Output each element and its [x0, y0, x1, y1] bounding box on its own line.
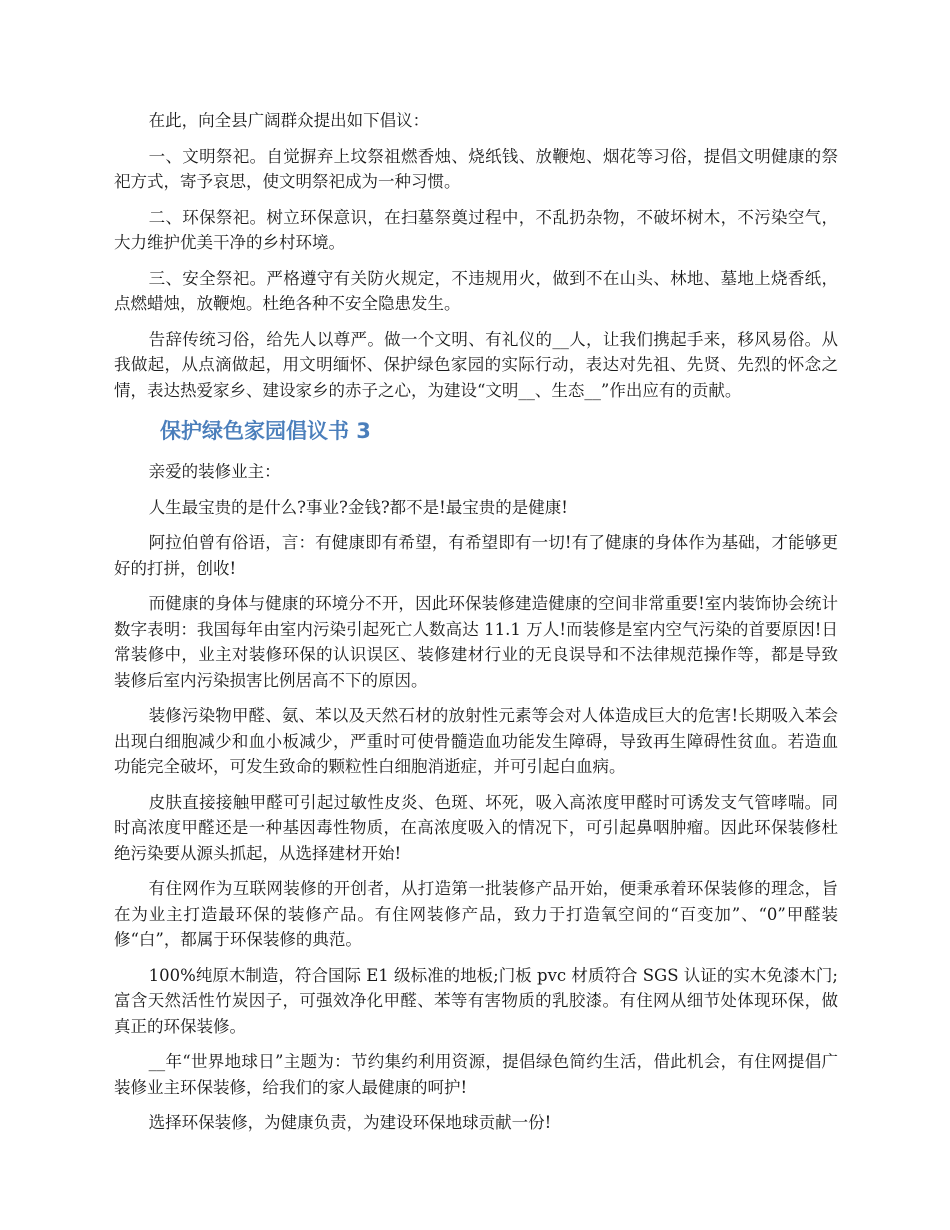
paragraph-indoor-pollution: 而健康的身体与健康的环境分不开，因此环保装修建造健康的空间非常重要!室内装饰协会统计数字表明：我国每年由室内污染引起死亡人数高达 11.1 万人!而装修是室内空气污染的首要原因!日常装修中，业主对装修环保的认识误区、装修建材行业的无良误导和不法律规范操作等，都是导致装修后室内污染损害比例居高不下的原因。: [114, 594, 838, 690]
paragraph-formaldehyde-effects: 皮肤直接接触甲醛可引起过敏性皮炎、色斑、坏死，吸入高浓度甲醛时可诱发支气管哮喘。同时高浓度甲醛还是一种基因毒性物质，在高浓度吸入的情况下，可引起鼻咽肿瘤。因此环保装修杜绝污染要从源头抓起，从选择建材开始!: [114, 792, 838, 863]
paragraph-earth-day: __年“世界地球日”主题为：节约集约利用资源，提倡绿色简约生活，借此机会，有住网提倡广装修业主环保装修，给我们的家人最健康的呵护!: [114, 1052, 838, 1097]
paragraph-youzhu-intro: 有住网作为互联网装修的开创者，从打造第一批装修产品开始，便秉承着环保装修的理念，旨在为业主打造最环保的装修产品。有住网装修产品，致力于打造氧空间的“百变加”、“0”甲醛装修“白”，都属于环保装修的典范。: [114, 879, 838, 949]
document-page: [114, 108, 838, 1146]
paragraph-proposal-intro: 在此，向全县广阔群众提出如下倡议：: [148, 111, 430, 130]
paragraph-pollutants-harm: 装修污染物甲醛、氨、苯以及天然石材的放射性元素等会对人体造成巨大的危害!长期吸入苯会出现白细胞减少和血小板减少，严重时可使骨髓造血功能发生障碍，导致再生障碍性贫血。若造血功能完全破坏，可发生致命的颗粒性白细胞消逝症，并可引起白血病。: [114, 706, 838, 776]
paragraph-proverb: 阿拉伯曾有俗语，言：有健康即有希望，有希望即有一切!有了健康的身体作为基础，才能够更好的打拼，创收!: [114, 533, 838, 578]
paragraph-health-question: 人生最宝贵的是什么?事业?金钱?都不是!最宝贵的是健康!: [148, 497, 568, 517]
section-heading: 保护绿色家园倡议书 3: [160, 419, 371, 443]
paragraph-safe-sacrifice: 三、安全祭祀。严格遵守有关防火规定，不违规用火，做到不在山头、林地、墓地上烧香纸，点燃蜡烛，放鞭炮。杜绝各种不安全隐患发生。: [114, 268, 838, 313]
paragraph-materials: 100%纯原木制造，符合国际 E1 级标准的地板;门板 pvc 材质符合 SGS 认证的实木免漆木门;富含天然活性竹炭因子，可强效净化甲醛、苯等有害物质的乳胶漆。有住网从细节处体现环保，做真正的环保装修。: [114, 965, 838, 1036]
paragraph-salutation: 亲爱的装修业主：: [148, 462, 281, 481]
paragraph-final-call: 选择环保装修，为健康负责，为建设环保地球贡献一份!: [148, 1113, 552, 1132]
paragraph-eco-sacrifice: 二、环保祭祀。树立环保意识，在扫墓祭奠过程中，不乱扔杂物，不破坏树木，不污染空气，大力维护优美干净的乡村环境。: [114, 207, 838, 252]
paragraph-closing-appeal: 告辞传统习俗，给先人以尊严。做一个文明、有礼仪的__人，让我们携起手来，移风易俗。从我做起，从点滴做起，用文明缅怀、保护绿色家园的实际行动，表达对先祖、先贤、先烈的怀念之情，表达热爱家乡、建设家乡的赤子之心，为建设“文明__、生态__”作出应有的贡献。: [114, 329, 838, 400]
paragraph-civilized-sacrifice: 一、文明祭祀。自觉摒弃上坟祭祖燃香烛、烧纸钱、放鞭炮、烟花等习俗，提倡文明健康的祭祀方式，寄予哀思，使文明祭祀成为一种习惯。: [114, 146, 838, 191]
